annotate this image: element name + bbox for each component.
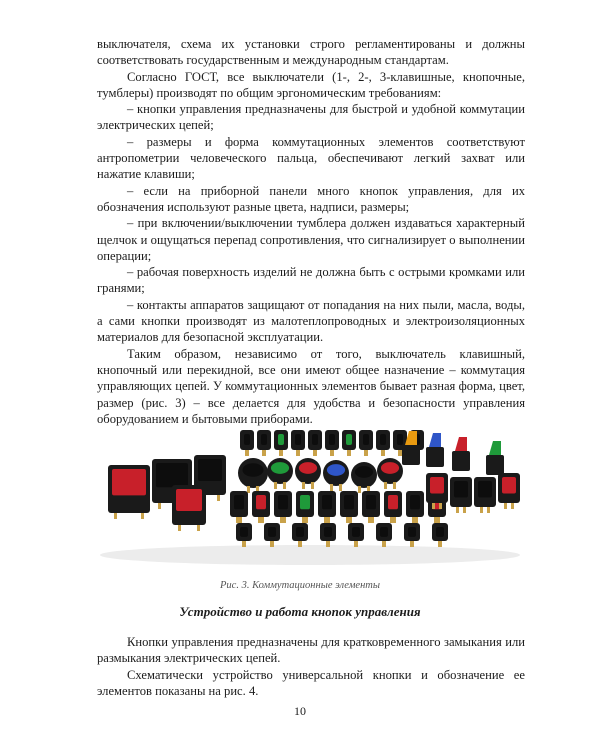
switch-pin	[280, 517, 283, 523]
switch-pin	[114, 513, 117, 519]
rocker-cap	[296, 527, 304, 537]
round-cap	[243, 463, 264, 477]
bullet-item: – при включении/выключении тумблера должен издаваться характерный щелчок и ощущаться перепад сопротивления, что сигнализирует о выполнении операции;	[97, 216, 525, 263]
toggle-cap	[429, 433, 441, 447]
switch-pin	[141, 513, 144, 519]
rocker-cap	[112, 469, 146, 495]
switch-pin	[245, 450, 248, 456]
toggle-switch	[486, 455, 504, 475]
switch-pin	[346, 517, 349, 523]
switch-pin	[243, 541, 246, 547]
switch-pin	[439, 503, 442, 509]
toggle-switch	[402, 445, 420, 465]
switch-pin	[364, 450, 367, 456]
rocker-cap	[295, 434, 301, 445]
switch-pin	[279, 450, 282, 456]
rocker-cap	[312, 434, 318, 445]
switch-pin	[262, 450, 265, 456]
switch-pin	[480, 507, 483, 513]
rocker-cap	[408, 527, 416, 537]
page-number: 10	[294, 704, 306, 718]
round-cap	[355, 466, 373, 478]
paragraph-purpose: Кнопки управления предназначены для кратковременного замыкания или размыкания электрических цепей.	[97, 635, 525, 666]
bullet-item: – если на приборной панели много кнопок управления, для их обозначения используют разные цвета, надписи, размеры;	[97, 183, 525, 214]
rocker-cap	[436, 527, 444, 537]
switch-pin	[158, 503, 161, 509]
paragraph-summary: Таким образом, независимо от того, выключатель клавишный, кнопочный или перекидной, все они имеют общее назначение – коммутация управляющих цепей. У коммутационных элементов бывает разная форма, цвет, размер (рис. 3) – все делается для удобства и безопасности управления оборудованием и бытовыми приборами.	[97, 346, 525, 426]
section-text	[97, 634, 525, 699]
rocker-cap	[366, 495, 376, 509]
toggle-switch	[426, 447, 444, 467]
switch-pin	[271, 541, 274, 547]
rocker-cap	[329, 434, 335, 445]
rocker-cap	[454, 481, 468, 498]
rocker-cap	[322, 495, 332, 509]
switch-pin	[415, 517, 418, 523]
rocker-cap	[244, 434, 250, 445]
switch-pin	[283, 482, 286, 489]
switch-pin	[439, 541, 442, 547]
round-cap	[327, 464, 345, 476]
switch-pin	[178, 525, 181, 531]
rocker-cap	[324, 527, 332, 537]
toggle-cap	[455, 437, 467, 451]
rocker-cap	[410, 495, 420, 509]
switch-pin	[412, 517, 415, 523]
rocker-cap	[268, 527, 276, 537]
switch-pin	[432, 503, 435, 509]
toggle-switch	[452, 451, 470, 471]
rocker-cap	[478, 481, 492, 498]
paragraph-continuation: выключателя, схема их установки строго регламентированы и должны соответствовать государственным и международным стандартам.	[97, 37, 525, 68]
rocker-cap	[346, 434, 352, 445]
switches-figure	[90, 415, 530, 565]
switch-pin	[327, 541, 330, 547]
switch-pin	[487, 507, 490, 513]
switch-pin	[434, 517, 437, 523]
switch-pin	[504, 503, 507, 509]
body-text	[97, 36, 525, 427]
switch-pin	[393, 517, 396, 523]
switch-pin	[274, 482, 277, 489]
toggle-cap	[489, 441, 501, 455]
switch-pin	[383, 541, 386, 547]
rocker-cap	[344, 495, 354, 509]
switch-pin	[456, 507, 459, 513]
switch-pin	[311, 482, 314, 489]
rocker-cap	[352, 527, 360, 537]
bullet-item: – кнопки управления предназначены для быстрой и удобной коммутации электрических цепей;	[97, 102, 525, 133]
switch-pin	[398, 450, 401, 456]
switch-pin	[358, 486, 361, 493]
rocker-cap	[240, 527, 248, 537]
switches-illustration	[90, 415, 530, 565]
switch-pin	[296, 450, 299, 456]
rocker-cap	[380, 434, 386, 445]
switch-pin	[393, 482, 396, 489]
section-heading: Устройство и работа кнопок управления	[179, 604, 421, 619]
round-cap	[299, 462, 317, 474]
switch-pin	[390, 517, 393, 523]
switch-pin	[347, 450, 350, 456]
rocker-cap	[300, 495, 310, 509]
rocker-cap	[256, 495, 266, 509]
floor-shadow	[100, 545, 520, 565]
switch-pin	[330, 484, 333, 491]
switch-pin	[299, 541, 302, 547]
switch-pin	[258, 517, 261, 523]
rocker-cap	[234, 495, 244, 509]
switch-pin	[236, 517, 239, 523]
switch-pin	[327, 517, 330, 523]
switch-pin	[339, 484, 342, 491]
switch-pin	[411, 541, 414, 547]
rocker-cap	[388, 495, 398, 509]
switch-pin	[261, 517, 264, 523]
switch-pin	[313, 450, 316, 456]
switch-pin	[302, 517, 305, 523]
rocker-cap	[380, 527, 388, 537]
rocker-cap	[156, 463, 188, 487]
bullet-item: – контакты аппаратов защищают от попадания на них пыли, масла, воды, а сами кнопки производят из малотеплопроводных и электроизоляционных материалов для безопасной эксплуатации.	[97, 297, 525, 345]
figure-caption: Рис. 3. Коммутационные элементы	[220, 580, 380, 591]
switch-pin	[349, 517, 352, 523]
rocker-cap	[502, 477, 516, 494]
switch-pin	[355, 541, 358, 547]
round-cap	[271, 462, 289, 474]
switch-pin	[217, 495, 220, 501]
bullet-item: – рабочая поверхность изделий не должна быть с острыми кромками или гранями;	[97, 265, 525, 296]
rocker-cap	[176, 489, 202, 511]
switch-pin	[381, 450, 384, 456]
switch-pin	[247, 486, 250, 493]
rocker-cap	[430, 477, 444, 494]
switch-pin	[302, 482, 305, 489]
round-cap	[381, 462, 399, 474]
switch-pin	[197, 525, 200, 531]
paragraph-gost: Согласно ГОСТ, все выключатели (1-, 2-, 3-клавишные, кнопочные, тумблеры) производят по общим эргономическим требованиям:	[97, 69, 525, 100]
rocker-cap	[278, 434, 284, 445]
rocker-cap	[397, 434, 403, 445]
switch-pin	[239, 517, 242, 523]
paragraph-schematic: Схематически устройство универсальной кнопки и обозначение ее элементов показаны на рис. 4.	[97, 667, 525, 698]
switch-pin	[463, 507, 466, 513]
switch-pin	[437, 517, 440, 523]
bullet-item: – размеры и форма коммутационных элементов соответствуют антропометрии человеческого пальца, обеспечивают легкий захват или нажатие клавиши;	[97, 134, 525, 182]
rocker-cap	[261, 434, 267, 445]
rocker-cap	[198, 459, 222, 481]
switch-pin	[368, 517, 371, 523]
switch-pin	[305, 517, 308, 523]
switch-pin	[511, 503, 514, 509]
rocker-cap	[278, 495, 288, 509]
switch-pin	[324, 517, 327, 523]
switch-pin	[384, 482, 387, 489]
switch-pin	[371, 517, 374, 523]
switch-pin	[283, 517, 286, 523]
switch-pin	[330, 450, 333, 456]
rocker-cap	[363, 434, 369, 445]
